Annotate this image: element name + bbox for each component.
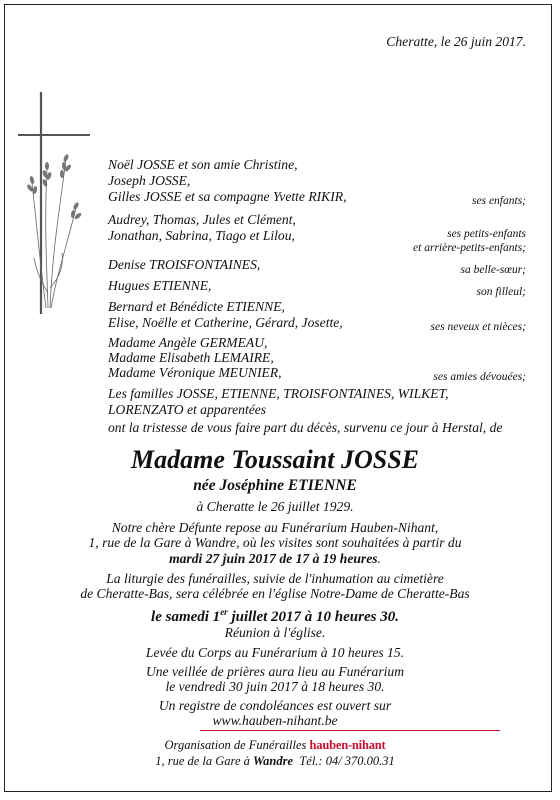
visits-line: Notre chère Défunte repose au Funérarium Hauben-Nihant,: [111, 520, 439, 535]
cross-with-wheat-icon: [14, 88, 94, 318]
register-url[interactable]: www.hauben-nihant.be: [212, 713, 338, 728]
deceased-name: Madame Toussaint JOSSE: [130, 445, 420, 474]
relation-label: ses amies dévouées;: [433, 371, 526, 383]
footer-organisation: Organisation de Funérailles hauben-nihant: [164, 738, 386, 752]
family-line: Bernard et Bénédicte ETIENNE,: [108, 299, 285, 314]
vigil-line: le vendredi 30 juin 2017 à 18 heures 30.: [165, 679, 385, 694]
visits-time: mardi 27 juin 2017 de 17 à 19 heures.: [169, 551, 381, 566]
register-line: Un registre de condoléances est ouvert sur: [158, 698, 392, 713]
family-line: Madame Angèle GERMEAU,: [108, 335, 268, 350]
family-line: Audrey, Thomas, Jules et Clément,: [108, 212, 296, 227]
family-line: Hugues ETIENNE,: [108, 278, 212, 293]
relation-label: son filleul;: [476, 286, 526, 298]
date-line: Cheratte, le 26 juin 2017.: [386, 34, 526, 49]
birth-info: à Cheratte le 26 juillet 1929.: [196, 499, 354, 514]
vigil-line: Une veillée de prières aura lieu au Funérarium: [145, 664, 405, 679]
family-line: Denise TROISFONTAINES,: [108, 257, 261, 272]
family-line: Noël JOSSE et son amie Christine,: [108, 157, 298, 172]
family-line: Madame Elisabeth LEMAIRE,: [108, 350, 274, 365]
meeting: Réunion à l'église.: [224, 625, 326, 640]
footer-divider: [200, 730, 500, 731]
family-line: Jonathan, Sabrina, Tiago et Lilou,: [108, 228, 295, 243]
footer-address: 1, rue de la Gare à Wandre Tél.: 04/ 370.00.31: [155, 754, 395, 768]
family-line: Joseph JOSSE,: [108, 173, 191, 188]
families-line: Les familles JOSSE, ETIENNE, TROISFONTAINES, WILKET,: [108, 386, 449, 401]
families-line: LORENZATO et apparentées: [108, 402, 267, 417]
announcement: ont la tristesse de vous faire part du décès, survenu ce jour à Herstal, de: [108, 420, 503, 435]
visits-line: 1, rue de la Gare à Wandre, où les visites sont souhaitées à partir du: [88, 535, 462, 550]
funeral-line: de Cheratte-Bas, sera célébrée en l'église Notre-Dame de Cheratte-Bas: [80, 586, 470, 601]
brand-logo: hauben-nihant: [309, 738, 386, 752]
funeral-date: le samedi 1er juillet 2017 à 10 heures 30.: [151, 607, 399, 625]
relation-label: ses enfants;: [472, 195, 526, 207]
family-line: Gilles JOSSE et sa compagne Yvette RIKIR,: [108, 189, 347, 204]
funeral-line: La liturgie des funérailles, suivie de l'inhumation au cimetière: [106, 571, 444, 586]
family-line: Madame Véronique MEUNIER,: [108, 365, 282, 380]
relation-label: et arrière-petits-enfants;: [413, 242, 526, 254]
family-line: Elise, Noëlle et Catherine, Gérard, Josette,: [108, 315, 343, 330]
relation-label: ses petits-enfants: [447, 228, 526, 240]
relation-label: sa belle-sœur;: [460, 264, 526, 276]
levee: Levée du Corps au Funérarium à 10 heures 15.: [145, 645, 405, 660]
maiden-name: née Joséphine ETIENNE: [193, 477, 357, 494]
relation-label: ses neveux et nièces;: [430, 321, 526, 333]
